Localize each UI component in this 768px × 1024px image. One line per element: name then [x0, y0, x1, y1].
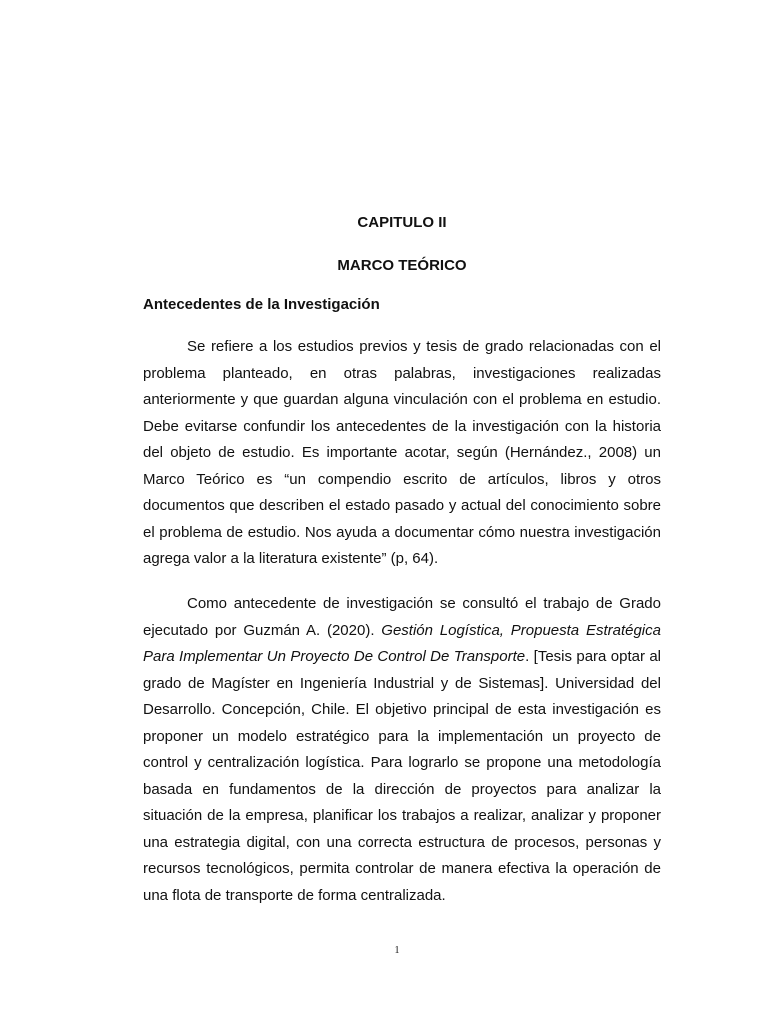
- paragraph-1: Se refiere a los estudios previos y tesis de grado relacionadas con el problema planteado, en otras palabras, investigaciones realizadas anteriormente y que guardan alguna vinculación con el problema en estudio. Debe evitarse confundir los antecedentes de la investigación con la historia del objeto de estudio. Es importante acotar, según (Hernández., 2008) un Marco Teórico es “un compendio escrito de artículos, libros y otros documentos que describen el estado pasado y actual del conocimiento sobre el problema de estudio. Nos ayuda a documentar cómo nuestra investigación agrega valor a la literatura existente” (p, 64).: [143, 338, 661, 567]
- chapter-label: CAPITULO II: [357, 214, 447, 231]
- section-heading: Antecedentes de la Investigación: [143, 296, 380, 313]
- paragraph-1-block: [143, 334, 661, 573]
- page-number: 1: [394, 945, 400, 956]
- thesis-title: Gestión Logística, Propuesta Estratégica Para Implementar Un Proyecto De Control De Transporte: [143, 621, 661, 665]
- paragraph-2-block: [143, 591, 661, 909]
- chapter-title: MARCO TEÓRICO: [337, 257, 467, 274]
- paragraph-2-rest: . [Tesis para optar al grado de Magíster en Ingeniería Industrial y de Sistemas]. Universidad del Desarrollo. Concepción, Chile. El objetivo principal de esta investigación es proponer un modelo estratégico para la implementación un proyecto de control y centralización logística. Para lograrlo se propone una metodología basada en fundamentos de la dirección de proyectos para analizar la situación de la empresa, planificar los trabajos a realizar, analizar y proponer una estrategia digital, con una correcta estructura de procesos, personas y recursos tecnológicos, permita controlar de manera efectiva la operación de una flota de transporte de forma centralizada.: [143, 648, 661, 904]
- paragraph-2: [143, 591, 661, 909]
- paragraph-2-lead: Como antecedente de investigación se consultó el trabajo de Grado ejecutado por Guzmán A. (2020).: [143, 595, 661, 639]
